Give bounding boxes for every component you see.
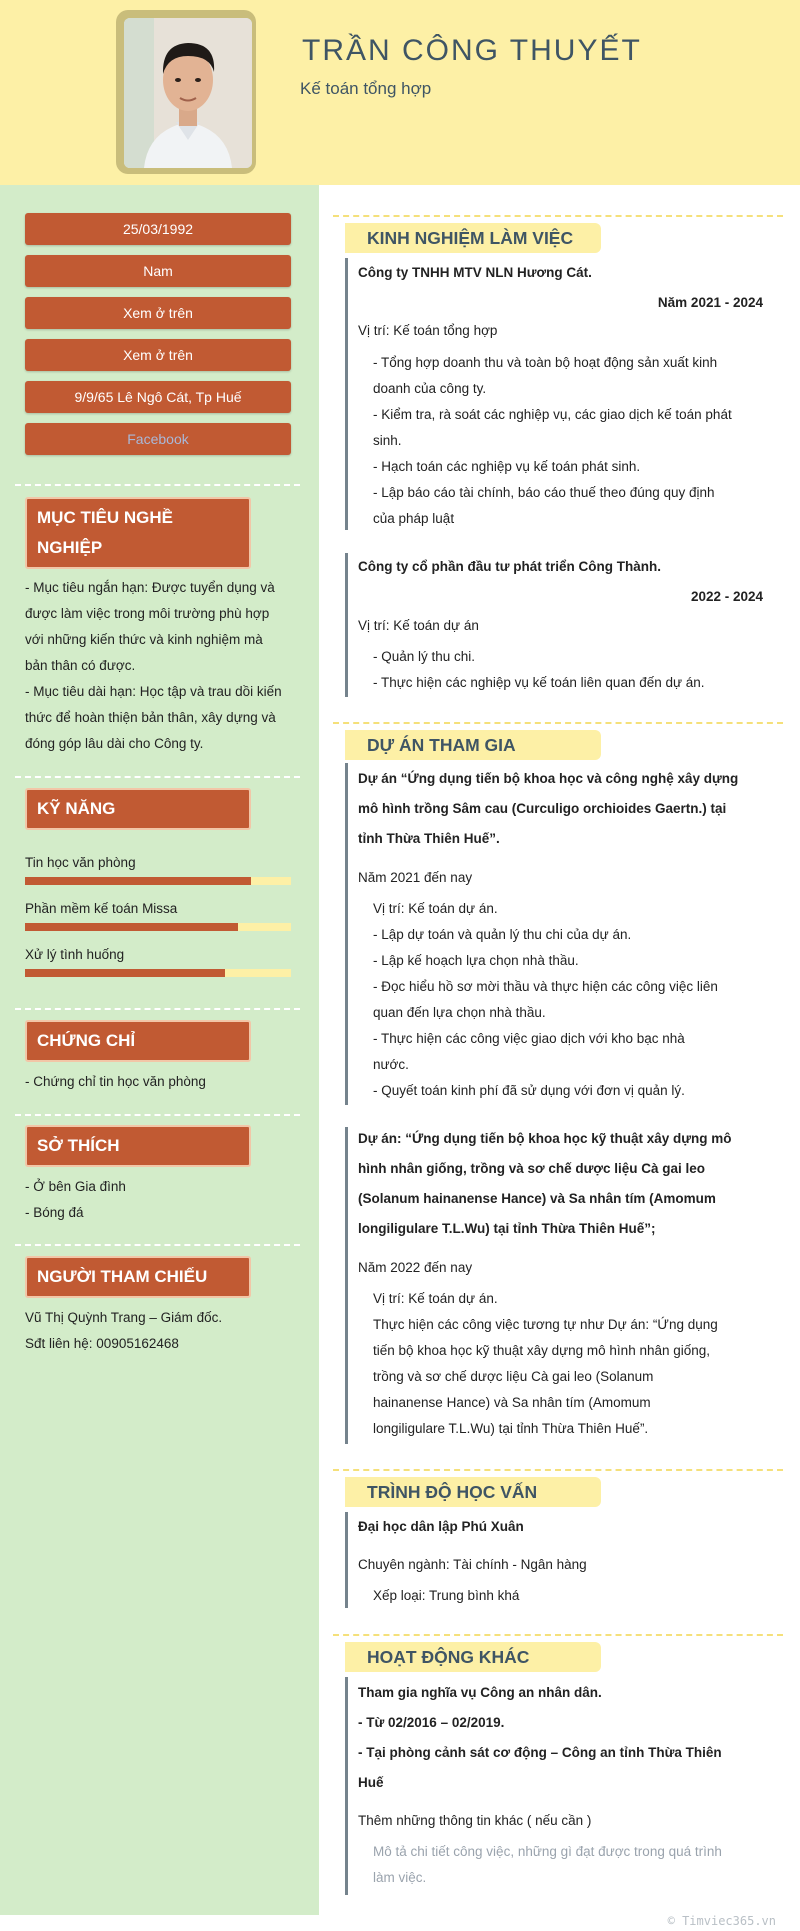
references-text [25, 1305, 291, 1357]
references-heading: NGƯỜI THAM CHIẾU [25, 1256, 251, 1298]
activity-line: Tham gia nghĩa vụ Công an nhân dân. [358, 1685, 602, 1700]
birthdate-field: 25/03/1992 [25, 213, 291, 245]
project-rule [345, 763, 348, 1105]
avatar-portrait-image [124, 18, 252, 168]
job-company: Công ty TNHH MTV NLN Hương Cát. [358, 265, 592, 280]
education-major: Chuyên ngành: Tài chính - Ngân hàng [358, 1557, 587, 1572]
hobbies-heading: SỞ THÍCH [25, 1125, 251, 1167]
objective-line: - Mục tiêu ngắn hạn: Được tuyển dụng và [25, 580, 275, 595]
experience-rule [345, 258, 348, 530]
project-details [373, 1286, 763, 1442]
phone-field: Xem ở trên [25, 297, 291, 329]
project-title [358, 1124, 768, 1244]
experience-rule [345, 553, 348, 697]
certificates-heading: CHỨNG CHỈ [25, 1020, 251, 1062]
section-divider [333, 215, 783, 217]
header [0, 0, 800, 185]
skill-bar-fill [25, 969, 225, 977]
project-details [373, 896, 763, 1104]
address-field: 9/9/65 Lê Ngô Cát, Tp Huế [25, 381, 291, 413]
project-detail-line: - Lập kế hoạch lựa chọn nhà thầu. [373, 953, 579, 968]
sidebar-divider [15, 1244, 300, 1246]
objective-heading-line: MỤC TIÊU NGHỀ [37, 508, 173, 527]
activities-rule [345, 1677, 348, 1895]
avatar [124, 18, 252, 168]
activities-hint [373, 1839, 763, 1891]
education-rule [345, 1512, 348, 1608]
skill-name: Tin học văn phòng [25, 855, 136, 870]
activity-hint-line: làm việc. [373, 1870, 427, 1885]
activity-line: Huế [358, 1775, 384, 1790]
certificate-item: - Chứng chỉ tin học văn phòng [25, 1074, 206, 1089]
skill-name: Phần mềm kế toán Missa [25, 901, 178, 916]
project-title-line: hình nhân giống, trồng và sơ chế dược liệu Cà gai leo [358, 1161, 706, 1176]
facebook-link[interactable]: Facebook [25, 423, 291, 455]
sidebar-divider [15, 484, 300, 486]
project-title-line: longiligulare T.L.Wu) tại tỉnh Thừa Thiên Huế”; [358, 1221, 656, 1236]
skill-bar [25, 877, 291, 885]
section-divider [333, 1634, 783, 1636]
job-period: 2022 - 2024 [690, 589, 763, 604]
project-title-line: Dự án “Ứng dụng tiến bộ khoa học và công nghệ xây dựng [358, 771, 739, 786]
job-duties [373, 350, 763, 532]
job-duty-line: doanh của công ty. [373, 381, 487, 396]
section-divider [333, 1469, 783, 1471]
activity-line: - Tại phòng cảnh sát cơ động – Công an tỉnh Thừa Thiên [358, 1745, 722, 1760]
education-grade: Xếp loại: Trung bình khá [373, 1588, 520, 1603]
project-detail-line: Vị trí: Kế toán dự án. [373, 901, 498, 916]
job-duty-line: - Lập báo cáo tài chính, báo cáo thuế theo đúng quy định [373, 485, 715, 500]
reference-line: Sđt liên hệ: 00905162468 [25, 1336, 179, 1351]
sidebar-divider [15, 776, 300, 778]
job-duty-line: sinh. [373, 433, 402, 448]
project-period: Năm 2021 đến nay [358, 870, 473, 885]
objective-line: - Mục tiêu dài hạn: Học tập và trau dồi kiến [25, 684, 282, 699]
reference-line: Vũ Thị Quỳnh Trang – Giám đốc. [25, 1310, 223, 1325]
job-duty-line: - Hạch toán các nghiệp vụ kế toán phát sinh. [373, 459, 641, 474]
skill-bar [25, 923, 291, 931]
project-rule [345, 1127, 348, 1444]
certificates-text [25, 1069, 291, 1095]
section-divider [333, 722, 783, 724]
project-period: Năm 2022 đến nay [358, 1260, 473, 1275]
hobby-item: - Ở bên Gia đình [25, 1179, 126, 1194]
project-detail-line: tiến bộ khoa học kỹ thuật xây dựng mô hình nhân giống, [373, 1343, 711, 1358]
project-detail-line: trồng và sơ chế dược liệu Cà gai leo (Solanum [373, 1369, 654, 1384]
sidebar-divider [15, 1008, 300, 1010]
project-detail-line: longiligulare T.L.Wu) tại tỉnh Thừa Thiên Huế”. [373, 1421, 649, 1436]
project-detail-line: - Quyết toán kinh phí đã sử dụng với đơn vị quản lý. [373, 1083, 685, 1098]
objective-heading-line: NGHIỆP [37, 538, 103, 557]
job-duty-line: - Quản lý thu chi. [373, 649, 476, 664]
skill-bar-fill [25, 877, 251, 885]
project-detail-line: Thực hiện các công việc tương tự như Dự án: “Ứng dụng [373, 1317, 718, 1332]
candidate-name: TRẦN CÔNG THUYẾT [302, 34, 642, 67]
job-duty-line: - Tổng hợp doanh thu và toàn bộ hoạt động sản xuất kinh [373, 355, 718, 370]
objective-text [25, 575, 291, 757]
objective-heading [25, 497, 251, 569]
projects-heading: DỰ ÁN THAM GIA [345, 730, 601, 760]
experience-heading: KINH NGHIỆM LÀM VIỆC [345, 223, 601, 253]
job-company: Công ty cổ phần đầu tư phát triển Công Thành. [358, 559, 662, 574]
activity-hint-line: Mô tả chi tiết công việc, những gì đạt được trong quá trình [373, 1844, 722, 1859]
activities-details [358, 1678, 768, 1798]
project-title-line: (Solanum hainanense Hance) và Sa nhân tím (Amomum [358, 1191, 716, 1206]
project-detail-line: - Đọc hiểu hồ sơ mời thầu và thực hiện các công việc liên [373, 979, 718, 994]
education-school: Đại học dân lập Phú Xuân [358, 1519, 524, 1534]
objective-line: đóng góp lâu dài cho Công ty. [25, 736, 204, 751]
job-position: Vị trí: Kế toán dự án [358, 618, 479, 633]
email-field: Xem ở trên [25, 339, 291, 371]
project-title [358, 764, 768, 854]
job-period: Năm 2021 - 2024 [657, 295, 763, 310]
job-duty-line: - Kiểm tra, rà soát các nghiệp vụ, các giao dịch kế toán phát [373, 407, 732, 422]
project-detail-line: quan đến lựa chọn nhà thầu. [373, 1005, 546, 1020]
project-title-line: mô hình trồng Sâm cau (Curculigo orchioides Gaertn.) tại [358, 801, 727, 816]
job-position: Vị trí: Kế toán tổng hợp [358, 323, 498, 338]
project-detail-line: Vị trí: Kế toán dự án. [373, 1291, 498, 1306]
gender-field: Nam [25, 255, 291, 287]
objective-line: với những kiến thức và kinh nghiệm mà [25, 632, 263, 647]
photo-frame [116, 10, 256, 174]
skill-bar-fill [25, 923, 238, 931]
project-title-line: tỉnh Thừa Thiên Huế”. [358, 831, 500, 846]
project-detail-line: - Lập dự toán và quản lý thu chi của dự án. [373, 927, 632, 942]
activity-line: - Từ 02/2016 – 02/2019. [358, 1715, 505, 1730]
objective-line: thức để hoàn thiện bản thân, xây dựng và [25, 710, 276, 725]
skill-name: Xử lý tình huống [25, 947, 125, 962]
hobby-item: - Bóng đá [25, 1205, 84, 1220]
job-duty-line: của pháp luật [373, 511, 455, 526]
objective-line: được làm việc trong môi trường phù hợp [25, 606, 270, 621]
project-detail-line: hainanense Hance) và Sa nhân tím (Amomum [373, 1395, 651, 1410]
objective-line: bản thân có được. [25, 658, 136, 673]
project-detail-line: nước. [373, 1057, 409, 1072]
education-heading: TRÌNH ĐỘ HỌC VẤN [345, 1477, 601, 1507]
activities-other: Thêm những thông tin khác ( nếu cần ) [358, 1813, 592, 1828]
sidebar-divider [15, 1114, 300, 1116]
activities-heading: HOẠT ĐỘNG KHÁC [345, 1642, 601, 1672]
hobbies-text [25, 1174, 291, 1226]
skill-bar [25, 969, 291, 977]
project-title-line: Dự án: “Ứng dụng tiến bộ khoa học kỹ thuật xây dựng mô [358, 1131, 732, 1146]
project-detail-line: - Thực hiện các công việc giao dịch với kho bạc nhà [373, 1031, 685, 1046]
candidate-title: Kế toán tổng hợp [300, 79, 432, 98]
job-duty-line: - Thực hiện các nghiệp vụ kế toán liên quan đến dự án. [373, 675, 705, 690]
skills-heading: KỸ NĂNG [25, 788, 251, 830]
job-duties [373, 644, 763, 696]
watermark: © Timviec365.vn [667, 1914, 776, 1928]
